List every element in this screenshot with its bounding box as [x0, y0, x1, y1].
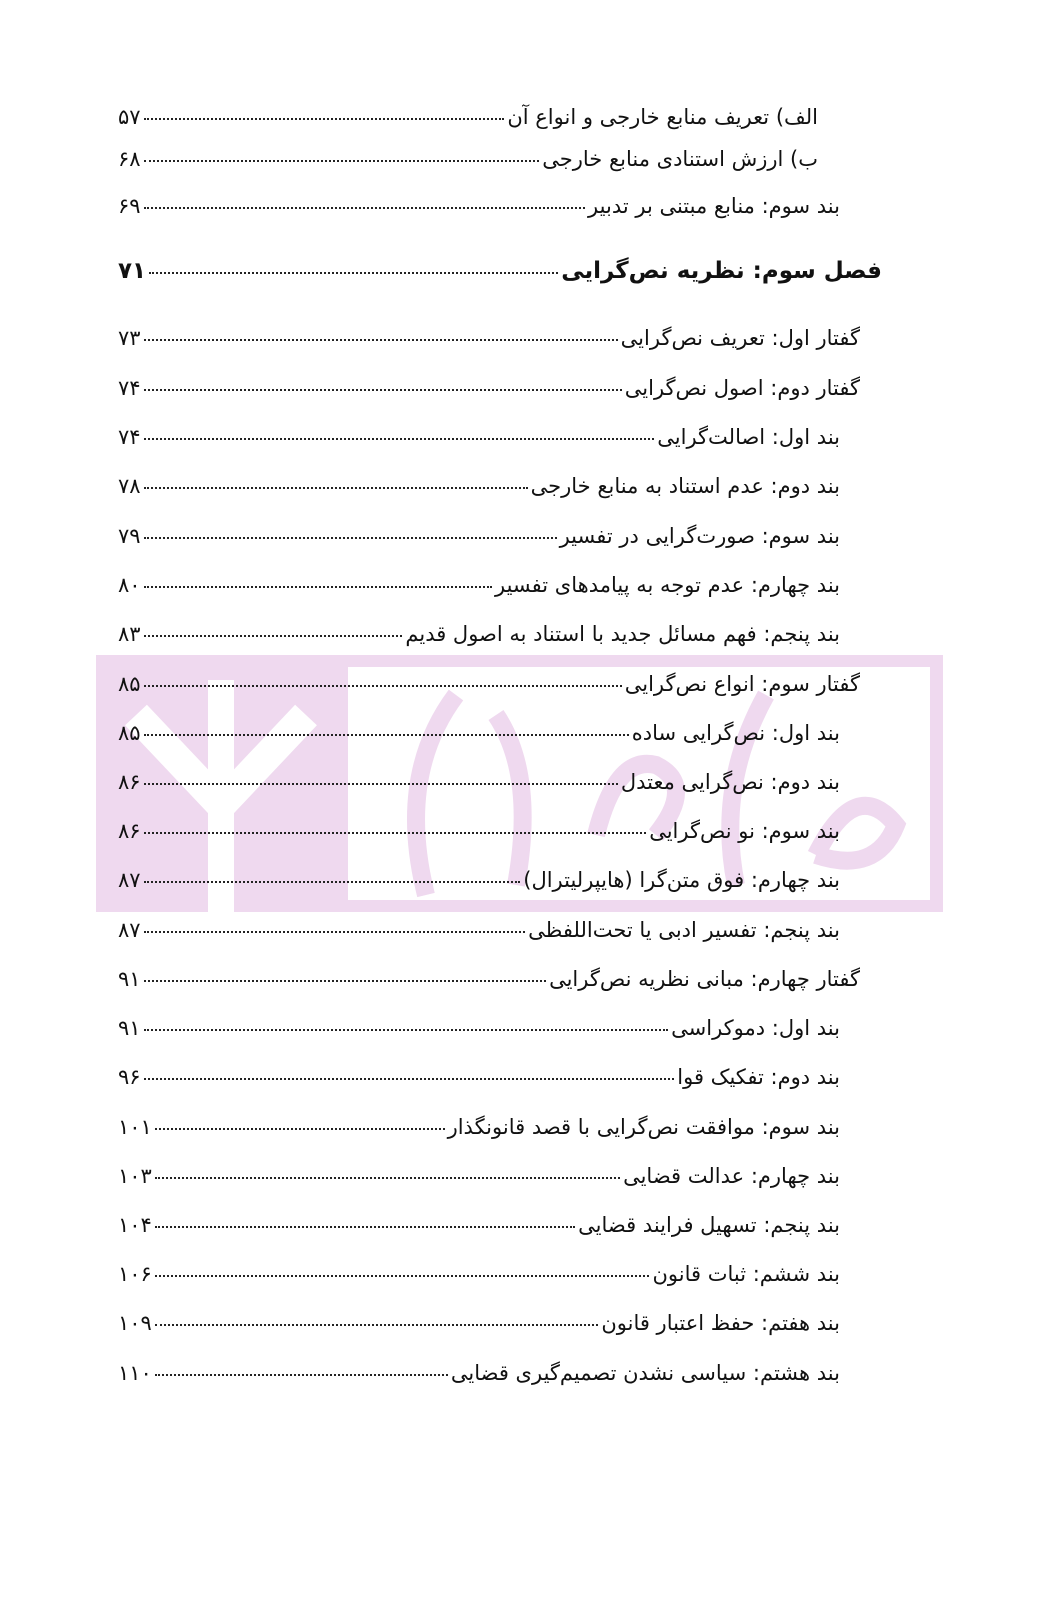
dot-leader	[144, 160, 540, 162]
toc-entry-page: ۹۶	[118, 1065, 141, 1089]
dot-leader	[155, 1226, 575, 1228]
toc-entry[interactable]	[118, 672, 860, 704]
dot-leader	[144, 118, 505, 120]
dot-leader	[144, 1078, 675, 1080]
dot-leader	[144, 635, 403, 637]
toc-entry[interactable]	[118, 573, 840, 605]
toc-entry-title: بند چهارم: فوق متن‌گرا (هایپرلیترال)	[523, 868, 840, 892]
toc-entry[interactable]	[118, 770, 840, 802]
dot-leader	[144, 339, 618, 341]
toc-entry-page: ۱۰۳	[118, 1164, 152, 1188]
toc-entry[interactable]	[118, 1115, 840, 1147]
toc-entry-title: بند سوم: موافقت نص‌گرایی با قصد قانونگذار	[447, 1115, 840, 1139]
toc-entry[interactable]	[118, 147, 818, 179]
toc-entry-page: ۸۳	[118, 622, 141, 646]
toc-entry-page: ۷۱	[118, 258, 147, 284]
toc-entry-page: ۸۵	[118, 672, 141, 696]
toc-entry-page: ۱۱۰	[118, 1361, 152, 1385]
toc-entry-title: بند اول: نص‌گرایی ساده	[631, 721, 840, 745]
toc-entry-page: ۷۴	[118, 376, 141, 400]
toc-entry[interactable]	[118, 1016, 840, 1048]
toc-entry-title: گفتار چهارم: مبانی نظریه نص‌گرایی	[549, 967, 860, 991]
toc-entry[interactable]	[118, 326, 860, 358]
toc-entry[interactable]	[118, 194, 840, 226]
toc-entry[interactable]	[118, 1065, 840, 1097]
dot-leader	[155, 1128, 445, 1130]
toc-entry-title: بند سوم: نو نص‌گرایی	[649, 819, 840, 843]
toc-entry[interactable]	[118, 258, 882, 290]
toc-entry[interactable]	[118, 721, 840, 753]
toc-entry-title: فصل سوم: نظریه نص‌گرایی	[561, 258, 882, 284]
dot-leader	[155, 1275, 650, 1277]
toc-entry-page: ۷۸	[118, 474, 141, 498]
toc-entry[interactable]	[118, 868, 840, 900]
dot-leader	[144, 586, 492, 588]
toc-entry-title: بند دوم: نص‌گرایی معتدل	[620, 770, 840, 794]
toc-entry-page: ۸۶	[118, 770, 141, 794]
toc-entry-title: بند ششم: ثبات قانون	[652, 1262, 840, 1286]
toc-entry-page: ۷۴	[118, 425, 141, 449]
toc-entry-title: بند اول: دموکراسی	[671, 1016, 840, 1040]
toc-entry-page: ۹۱	[118, 967, 141, 991]
toc-entry-title: بند سوم: صورت‌گرایی در تفسیر	[559, 524, 840, 548]
toc-entry-title: بند سوم: منابع مبتنی بر تدبیر	[588, 194, 840, 218]
toc-entry-page: ۸۰	[118, 573, 141, 597]
toc-entry-page: ۷۹	[118, 524, 141, 548]
toc-entry[interactable]	[118, 425, 840, 457]
toc-entry-page: ۱۰۶	[118, 1262, 152, 1286]
toc-entry[interactable]	[118, 1262, 840, 1294]
toc-entry[interactable]	[118, 967, 860, 999]
dot-leader	[144, 685, 622, 687]
toc-entry-title: بند پنجم: تفسیر ادبی یا تحت‌اللفظی	[528, 918, 840, 942]
toc-entry-title: بند دوم: عدم استناد به منابع خارجی	[530, 474, 840, 498]
toc-entry[interactable]	[118, 376, 860, 408]
toc-entry[interactable]	[118, 524, 840, 556]
toc-entry-page: ۷۳	[118, 326, 141, 350]
toc-entry-title: بند هشتم: سیاسی نشدن تصمیم‌گیری قضایی	[450, 1361, 840, 1385]
dot-leader	[144, 389, 622, 391]
dot-leader	[155, 1177, 620, 1179]
toc-entry[interactable]	[118, 622, 840, 654]
toc-entry[interactable]	[118, 105, 818, 137]
dot-leader	[144, 438, 655, 440]
toc-entry-title: بند چهارم: عدالت قضایی	[623, 1164, 840, 1188]
toc-entry[interactable]	[118, 1361, 840, 1393]
toc-entry-page: ۸۷	[118, 868, 141, 892]
toc-entry-title: گفتار سوم: انواع نص‌گرایی	[624, 672, 860, 696]
dot-leader	[144, 931, 526, 933]
dot-leader	[155, 1374, 448, 1376]
toc-entry[interactable]	[118, 1311, 840, 1343]
toc-entry-page: ۶۸	[118, 147, 141, 171]
dot-leader	[144, 487, 528, 489]
toc-entry[interactable]	[118, 1213, 840, 1245]
toc-entry-page: ۸۶	[118, 819, 141, 843]
dot-leader	[144, 881, 521, 883]
toc-entry-title: بند پنجم: تسهیل فرایند قضایی	[578, 1213, 840, 1237]
toc-entry-page: ۵۷	[118, 105, 141, 129]
toc-entry-page: ۶۹	[118, 194, 141, 218]
toc-entry-title: بند چهارم: عدم توجه به پیامدهای تفسیر	[494, 573, 840, 597]
toc-entry-title: گفتار اول: تعریف نص‌گرایی	[620, 326, 860, 350]
toc-entry-page: ۱۰۴	[118, 1213, 152, 1237]
dot-leader	[144, 734, 629, 736]
dot-leader	[149, 272, 558, 274]
toc-entry-title: بند هفتم: حفظ اعتبار قانون	[601, 1311, 840, 1335]
dot-leader	[144, 1029, 669, 1031]
dot-leader	[144, 207, 585, 209]
toc-entry-page: ۹۱	[118, 1016, 141, 1040]
toc-entry-page: ۸۷	[118, 918, 141, 942]
toc-entry-title: الف) تعریف منابع خارجی و انواع آن	[507, 105, 818, 129]
dot-leader	[144, 832, 647, 834]
toc-entry[interactable]	[118, 918, 840, 950]
toc-entry-page: ۱۰۹	[118, 1311, 152, 1335]
toc-entry[interactable]	[118, 819, 840, 851]
toc-entry-page: ۸۵	[118, 721, 141, 745]
toc-entry-title: بند اول: اصالت‌گرایی	[657, 425, 840, 449]
toc-entry-title: ب) ارزش استنادی منابع خارجی	[542, 147, 818, 171]
toc-entry-title: بند دوم: تفکیک قوا	[677, 1065, 840, 1089]
dot-leader	[144, 537, 557, 539]
dot-leader	[144, 783, 618, 785]
dot-leader	[144, 980, 547, 982]
toc-entry-page: ۱۰۱	[118, 1115, 152, 1139]
toc-entry-title: بند پنجم: فهم مسائل جدید با استناد به اصول قدیم	[405, 622, 840, 646]
toc-entry[interactable]	[118, 474, 840, 506]
toc-entry[interactable]	[118, 1164, 840, 1196]
dot-leader	[155, 1324, 598, 1326]
toc-entry-title: گفتار دوم: اصول نص‌گرایی	[624, 376, 860, 400]
